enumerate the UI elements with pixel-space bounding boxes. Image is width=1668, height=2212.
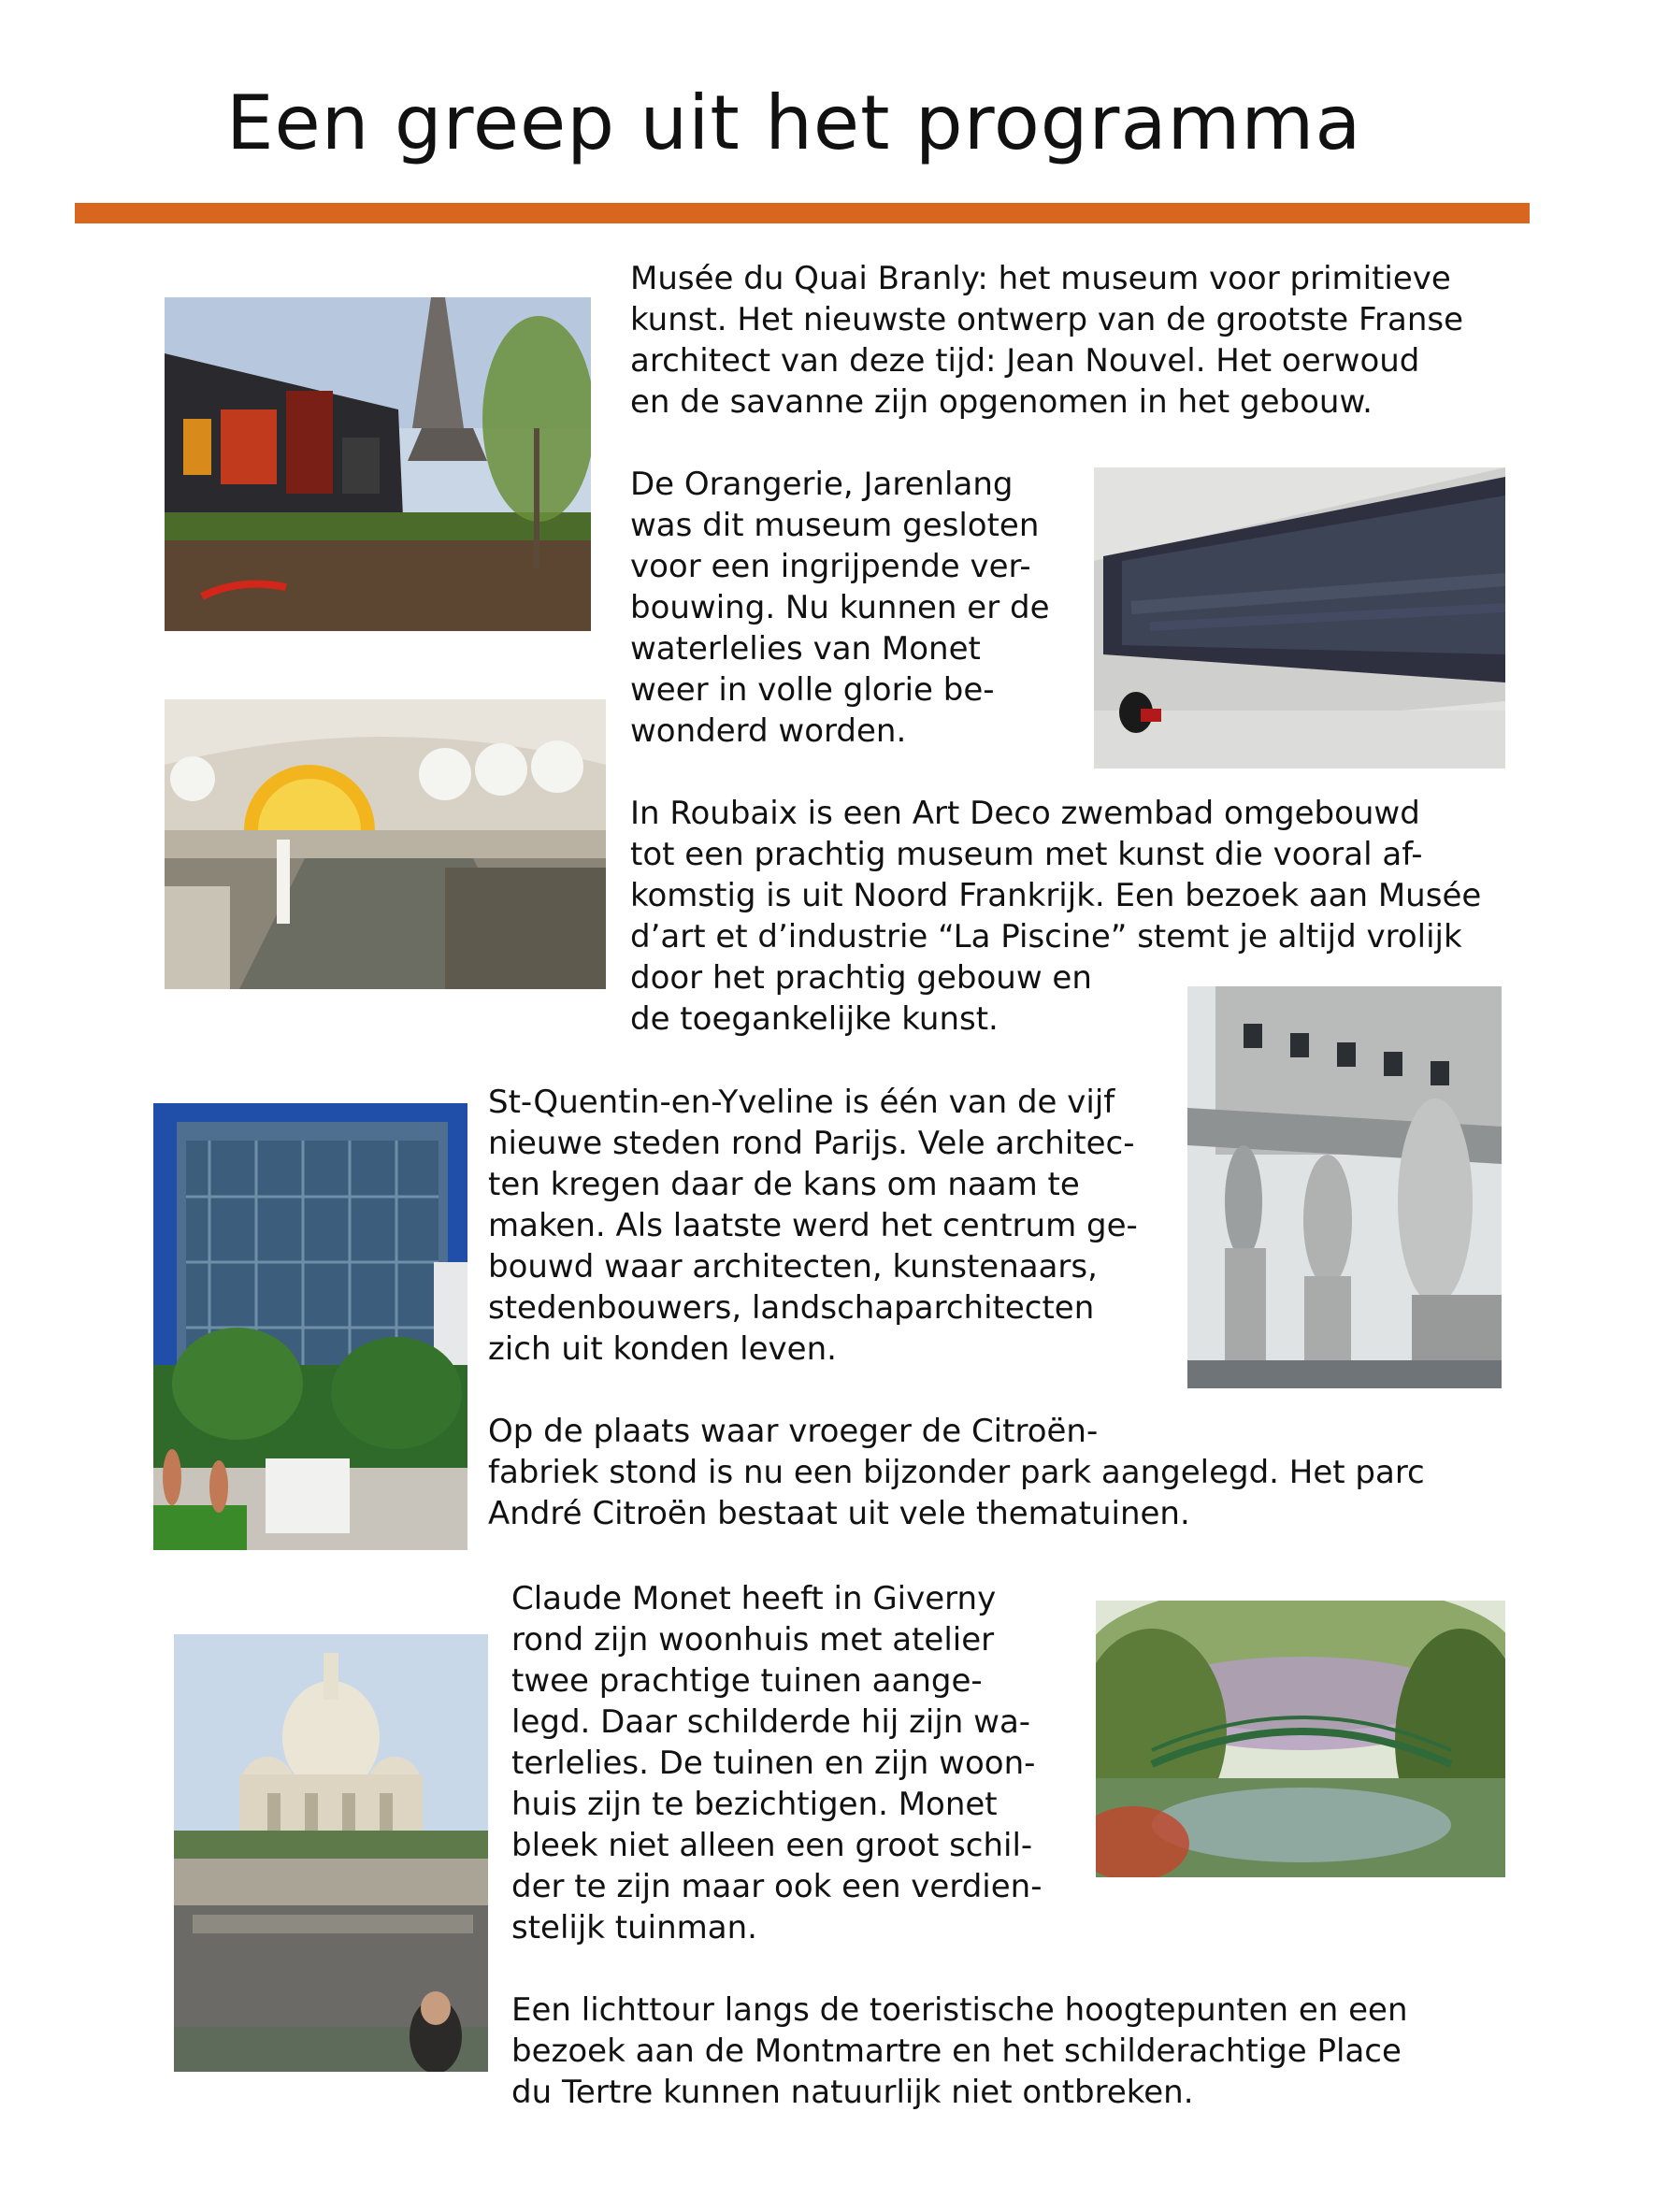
paragraph-giverny (511, 1578, 1042, 1948)
text-line: bouwd waar architecten, kunstenaars, (488, 1248, 1098, 1286)
text-line: kunst. Het nieuwste ontwerp van de grootste Franse (630, 301, 1464, 338)
la-piscine-photo (165, 699, 606, 989)
text-line: voor een ingrijpende ver- (630, 548, 1031, 585)
text-line: architect van deze tijd: Jean Nouvel. Het oerwoud (630, 342, 1420, 380)
paragraph-st-quentin (488, 1082, 1138, 1370)
text-line: nieuwe steden rond Parijs. Vele architec- (488, 1125, 1135, 1162)
text-line: waterlelies van Monet (630, 630, 981, 668)
text-line: Een lichttour langs de toeristische hoogtepunten en een (511, 1991, 1408, 2029)
paragraph-lichttour (511, 1989, 1408, 2113)
text-line: du Tertre kunnen natuurlijk niet ontbreken. (511, 2074, 1194, 2111)
text-line: stelijk tuinman. (511, 1909, 757, 1946)
text-line: twee prachtige tuinen aange- (511, 1662, 983, 1700)
text-line: de toegankelijke kunst. (630, 1000, 999, 1038)
text-line: ten kregen daar de kans om naam te (488, 1166, 1080, 1203)
text-line: bleek niet alleen een groot schil- (511, 1827, 1033, 1864)
paragraph-orangerie (630, 464, 1050, 752)
text-line: terlelies. De tuinen en zijn woon- (511, 1745, 1036, 1782)
text-line: der te zijn maar ook een verdien- (511, 1868, 1042, 1905)
text-line: wonderd worden. (630, 712, 907, 750)
caryatids-photo (1187, 986, 1502, 1388)
quai-branly-photo (165, 297, 591, 631)
text-line: komstig is uit Noord Frankrijk. Een bezoek aan Musée (630, 877, 1482, 914)
text-line: De Orangerie, Jarenlang (630, 466, 1014, 503)
text-line: bouwing. Nu kunnen er de (630, 589, 1050, 626)
paragraph-quai-branly (630, 258, 1463, 423)
text-line: Musée du Quai Branly: het museum voor primitieve (630, 260, 1451, 297)
giverny-bridge-photo (1096, 1601, 1505, 1877)
text-line: Op de plaats waar vroeger de Citroën- (488, 1413, 1099, 1450)
text-line: rond zijn woonhuis met atelier (511, 1621, 995, 1659)
page-title: Een greep uit het programma (226, 79, 1362, 166)
paragraph-parc-citroen (488, 1411, 1425, 1534)
text-line: In Roubaix is een Art Deco zwembad omgebouwd (630, 795, 1420, 832)
text-line: bezoek aan de Montmartre en het schilderachtige Place (511, 2032, 1402, 2070)
text-line: door het prachtig gebouw en (630, 959, 1092, 997)
st-quentin-photo (153, 1103, 467, 1550)
text-line: St-Quentin-en-Yveline is één van de vijf (488, 1084, 1115, 1121)
title-underline (75, 203, 1530, 223)
text-line: maken. Als laatste werd het centrum ge- (488, 1207, 1138, 1244)
text-line: en de savanne zijn opgenomen in het gebouw. (630, 383, 1373, 421)
text-line: stedenbouwers, landschaparchitecten (488, 1289, 1095, 1327)
text-line: Claude Monet heeft in Giverny (511, 1580, 997, 1617)
orangerie-photo (1094, 467, 1505, 768)
text-line: fabriek stond is nu een bijzonder park aangelegd. Het parc (488, 1454, 1425, 1491)
text-line: zich uit konden leven. (488, 1330, 837, 1368)
text-line: huis zijn te bezichtigen. Monet (511, 1786, 998, 1823)
text-line: weer in volle glorie be- (630, 671, 995, 709)
text-line: d’art et d’industrie “La Piscine” stemt je altijd vrolijk (630, 918, 1462, 955)
sacre-coeur-photo (174, 1634, 488, 2072)
text-line: legd. Daar schilderde hij zijn wa- (511, 1703, 1031, 1741)
text-line: tot een prachtig museum met kunst die vooral af- (630, 836, 1423, 873)
text-line: André Citroën bestaat uit vele thematuinen. (488, 1495, 1190, 1532)
text-line: was dit museum gesloten (630, 507, 1040, 544)
